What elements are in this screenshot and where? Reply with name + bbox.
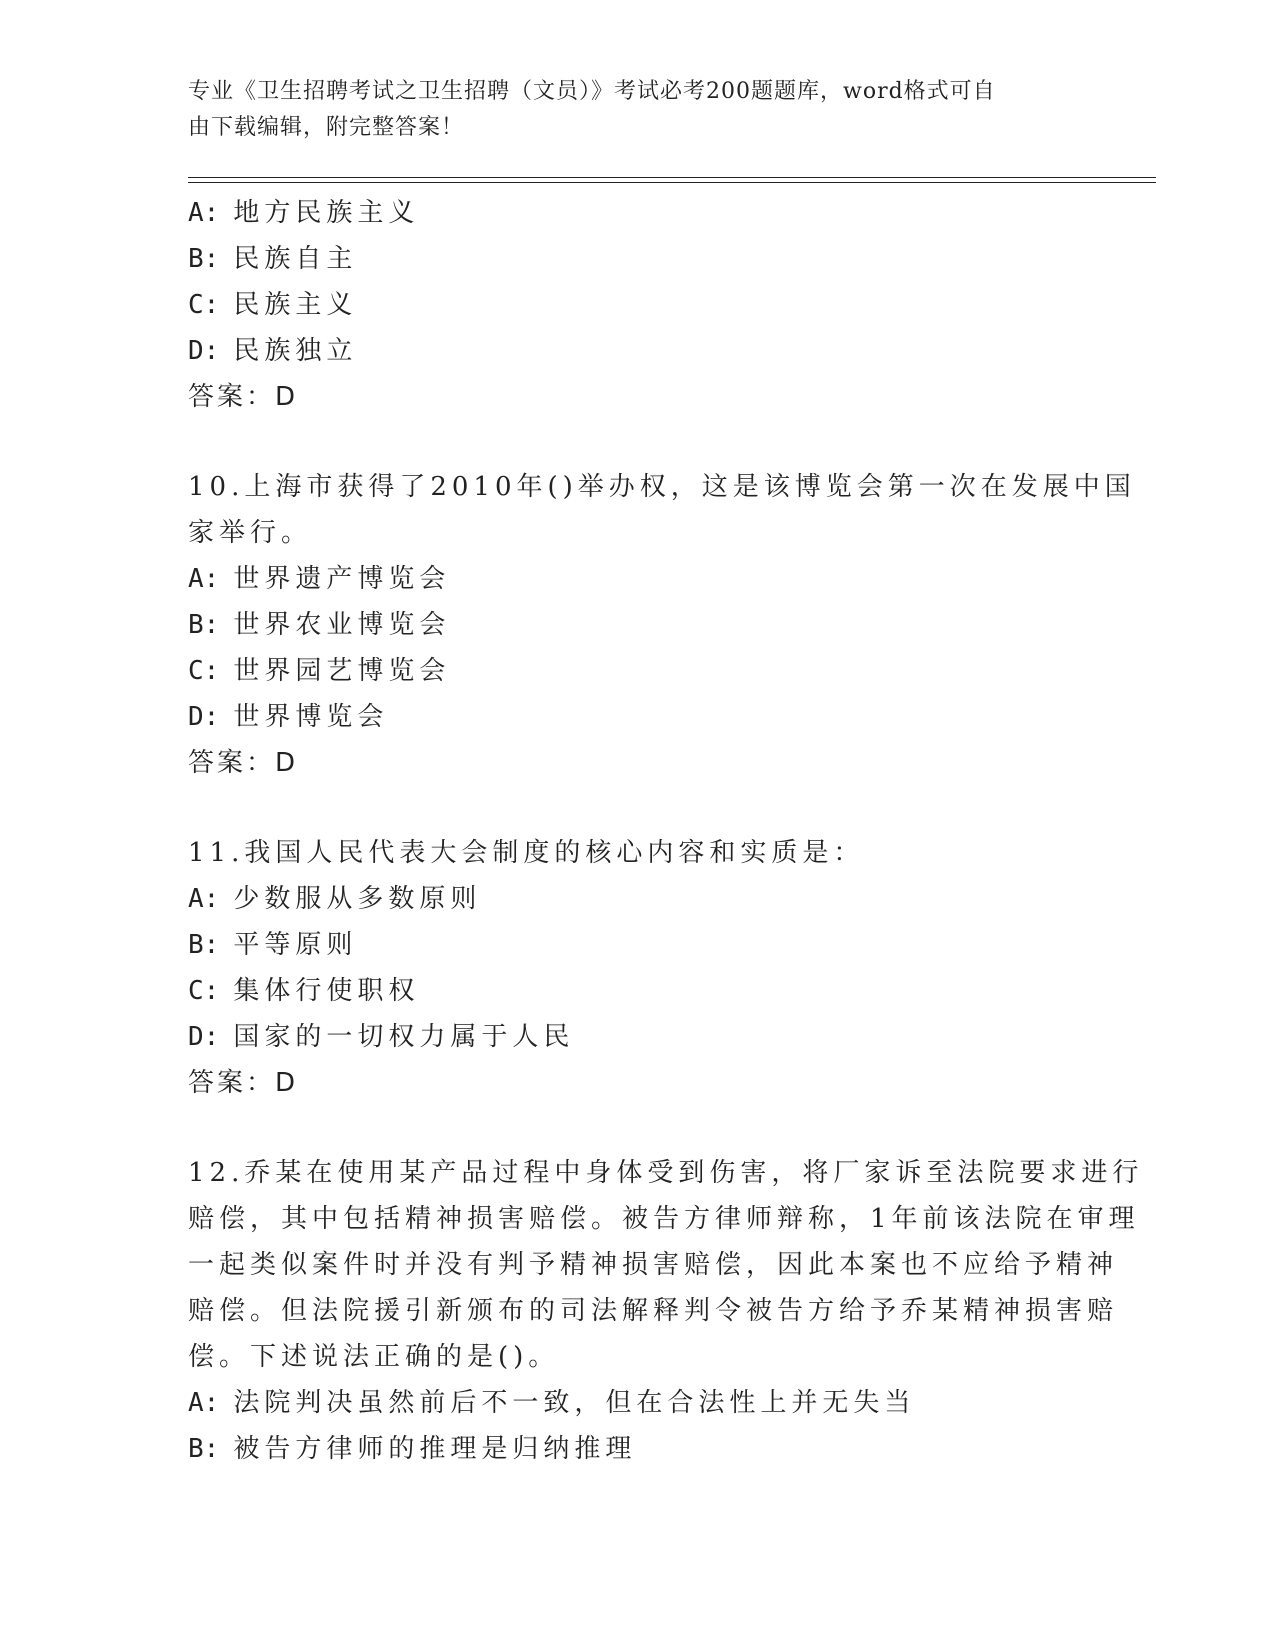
question-stem-line: 偿。下述说法正确的是()。 (188, 1342, 560, 1372)
option-a (188, 876, 1088, 922)
option-text: 国家的一切权力属于人民 (233, 1022, 575, 1052)
option-text: 世界博览会 (233, 702, 389, 732)
spacer (188, 1106, 1088, 1150)
option-text: 地方民族主义 (233, 198, 420, 228)
answer-line: 答案：D (188, 748, 299, 778)
option-b (188, 1426, 1088, 1472)
option-letter: A: (188, 198, 220, 228)
question-10 (188, 464, 1136, 786)
option-letter: C: (188, 976, 220, 1006)
option-c (188, 968, 1088, 1014)
option-text: 平等原则 (233, 930, 358, 960)
question-stem-line: 10.上海市获得了2010年()举办权，这是该博览会第一次在发展中国 (188, 472, 1136, 502)
header-divider-bottom (188, 182, 1156, 183)
option-letter: C: (188, 290, 220, 320)
option-text: 民族自主 (233, 244, 358, 274)
question-12 (188, 1150, 1144, 1472)
question-stem-line: 12.乔某在使用某产品过程中身体受到伤害，将厂家诉至法院要求进行 (188, 1158, 1144, 1188)
option-text: 少数服从多数原则 (233, 884, 482, 914)
option-letter: B: (188, 930, 220, 960)
option-a (188, 556, 1088, 602)
option-b (188, 602, 1088, 648)
option-letter: C: (188, 656, 220, 686)
option-c (188, 282, 1088, 328)
option-text: 世界遗产博览会 (233, 564, 451, 594)
option-text: 民族独立 (233, 336, 358, 366)
option-c (188, 648, 1088, 694)
option-text: 世界园艺博览会 (233, 656, 451, 686)
answer-line: 答案：D (188, 382, 299, 412)
spacer (188, 420, 1088, 464)
option-b (188, 236, 1088, 282)
question-stem-line: 11.我国人民代表大会制度的核心内容和实质是： (188, 838, 865, 868)
question-11 (188, 830, 1088, 1106)
option-letter: B: (188, 1434, 220, 1464)
question-stem-line: 赔偿，其中包括精神损害赔偿。被告方律师辩称，1年前该法院在审理 (188, 1204, 1140, 1234)
spacer (188, 786, 1088, 830)
option-letter: B: (188, 244, 220, 274)
option-a (188, 190, 1088, 236)
option-letter: A: (188, 564, 220, 594)
option-d (188, 1014, 1088, 1060)
option-letter: D: (188, 336, 220, 366)
option-letter: B: (188, 610, 220, 640)
option-d (188, 328, 1088, 374)
question-stem-line: 一起类似案件时并没有判予精神损害赔偿，因此本案也不应给予精神 (188, 1250, 1119, 1280)
option-text: 集体行使职权 (233, 976, 420, 1006)
question-list (188, 190, 1144, 1472)
header-line-1: 专业《卫生招聘考试之卫生招聘（文员）》考试必考200题题库，word格式可自 (188, 79, 996, 104)
question-stem-line: 赔偿。但法院援引新颁布的司法解释判令被告方给予乔某精神损害赔 (188, 1296, 1119, 1326)
question-stem-line: 家举行。 (188, 518, 313, 548)
header-divider-top (188, 177, 1156, 178)
option-text: 法院判决虽然前后不一致，但在合法性上并无失当 (233, 1388, 916, 1418)
option-a (188, 1380, 1088, 1426)
option-b (188, 922, 1088, 968)
option-letter: A: (188, 1388, 220, 1418)
option-text: 被告方律师的推理是归纳推理 (233, 1434, 637, 1464)
option-d (188, 694, 1088, 740)
answer-line: 答案：D (188, 1068, 299, 1098)
option-letter: A: (188, 884, 220, 914)
option-letter: D: (188, 702, 220, 732)
option-letter: D: (188, 1022, 220, 1052)
question-9 (188, 190, 1088, 420)
header-line-2: 由下载编辑，附完整答案！ (188, 115, 465, 140)
option-text: 民族主义 (233, 290, 358, 320)
document-header (188, 74, 1068, 146)
option-text: 世界农业博览会 (233, 610, 451, 640)
